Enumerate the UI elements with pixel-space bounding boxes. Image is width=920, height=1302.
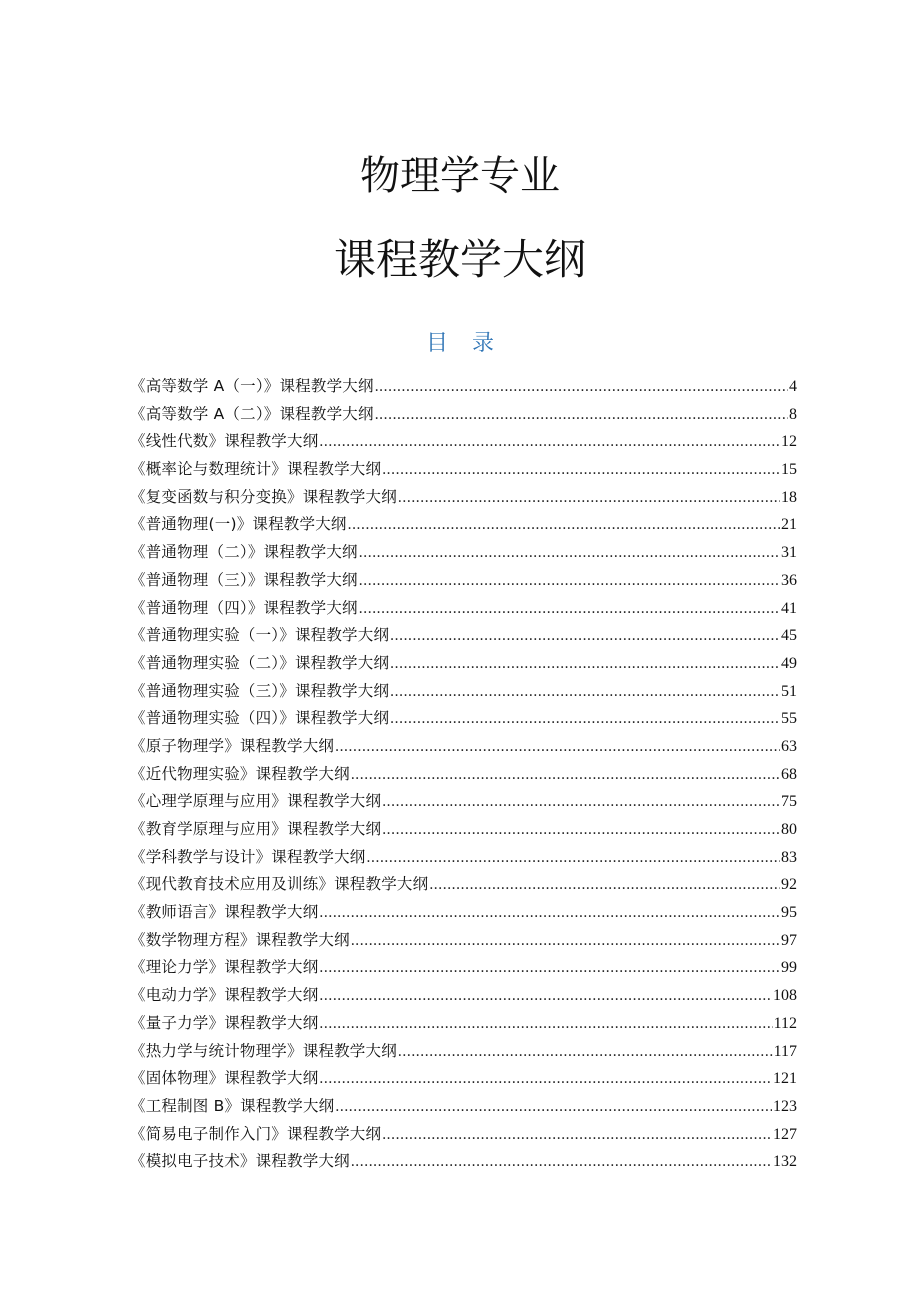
toc-dot-leader: [390, 678, 780, 706]
toc-entry[interactable]: [130, 595, 797, 623]
toc-entry-page: 83: [781, 848, 797, 866]
toc-entry-title: 《普通物理实验（二）》课程教学大纲: [130, 653, 390, 672]
toc-dot-leader: [429, 871, 780, 899]
toc-entry[interactable]: [130, 567, 797, 595]
toc-entry-title: 《普通物理（四）》课程教学大纲: [130, 598, 358, 617]
toc-entry-page: 18: [781, 488, 797, 506]
toc-entry-page: 41: [781, 599, 797, 617]
toc-dot-leader: [382, 456, 780, 484]
toc-dot-leader: [348, 511, 780, 539]
toc-entry-title: 《电动力学》课程教学大纲: [130, 986, 319, 1005]
toc-entry-title: 《普通物理实验（四）》课程教学大纲: [130, 709, 390, 728]
toc-dot-leader: [382, 788, 780, 816]
toc-entry-title: 《热力学与统计物理学》课程教学大纲: [130, 1041, 397, 1060]
toc-dot-leader: [335, 1093, 772, 1121]
toc-entry-page: 112: [773, 1014, 797, 1032]
toc-entry-page: 97: [781, 931, 797, 949]
toc-dot-leader: [390, 705, 780, 733]
toc-dot-leader: [390, 650, 780, 678]
toc-entry[interactable]: [130, 650, 797, 678]
toc-entry[interactable]: [130, 484, 797, 512]
toc-entry-page: 99: [781, 959, 797, 977]
toc-dot-leader: [319, 899, 780, 927]
toc-entry[interactable]: [130, 456, 797, 484]
toc-entry-page: 68: [781, 765, 797, 783]
toc-dot-leader: [319, 428, 780, 456]
toc-entry[interactable]: [130, 816, 797, 844]
toc-entry-page: 95: [781, 904, 797, 922]
toc-entry-page: 108: [773, 987, 797, 1005]
toc-entry[interactable]: [130, 622, 797, 650]
toc-entry-page: 49: [781, 654, 797, 672]
toc-entry-page: 117: [773, 1042, 797, 1060]
toc-entry-title: 《复变函数与积分变换》课程教学大纲: [130, 487, 397, 506]
toc-entry[interactable]: [130, 678, 797, 706]
toc-entry-page: 21: [781, 516, 797, 534]
toc-entry[interactable]: [130, 1010, 797, 1038]
toc-entry-title: 《数学物理方程》课程教学大纲: [130, 930, 350, 949]
toc-dot-leader: [351, 761, 780, 789]
toc-entry-title: 《普通物理实验（三）》课程教学大纲: [130, 681, 390, 700]
toc-entry-title: 《普通物理（三）》课程教学大纲: [130, 570, 358, 589]
toc-entry-title: 《简易电子制作入门》课程教学大纲: [130, 1124, 382, 1143]
toc-entry-title: 《高等数学 A（二）》课程教学大纲: [130, 404, 374, 423]
toc-entry-title: 《概率论与数理统计》课程教学大纲: [130, 460, 382, 479]
toc-dot-leader: [382, 816, 780, 844]
toc-entry-title: 《普通物理(一)》课程教学大纲: [130, 515, 347, 534]
toc-dot-leader: [319, 982, 772, 1010]
toc-entry[interactable]: [130, 927, 797, 955]
toc-entry-page: 15: [781, 461, 797, 479]
toc-entry[interactable]: [130, 428, 797, 456]
toc-entry-page: 31: [781, 544, 797, 562]
toc-entry-title: 《量子力学》课程教学大纲: [130, 1013, 319, 1032]
toc-dot-leader: [319, 1010, 772, 1038]
toc-dot-leader: [390, 622, 780, 650]
toc-entry-title: 《教师语言》课程教学大纲: [130, 903, 319, 922]
toc-dot-leader: [359, 595, 780, 623]
toc-entry[interactable]: [130, 954, 797, 982]
toc-entry-page: 4: [789, 378, 797, 395]
toc-entry-page: 127: [773, 1125, 797, 1143]
toc-entry-page: 36: [781, 571, 797, 589]
toc-dot-leader: [367, 844, 780, 872]
toc-entry-title: 《学科教学与设计》课程教学大纲: [130, 847, 366, 866]
toc-entry-title: 《模拟电子技术》课程教学大纲: [130, 1152, 350, 1171]
toc-entry-title: 《教育学原理与应用》课程教学大纲: [130, 820, 382, 838]
toc-entry[interactable]: [130, 733, 797, 761]
toc-entry[interactable]: [130, 401, 797, 429]
toc-entry[interactable]: [130, 1121, 797, 1149]
toc-entry-page: 121: [773, 1070, 797, 1088]
toc-entry-page: 132: [773, 1153, 797, 1171]
toc-entry-page: 80: [781, 821, 797, 838]
toc-dot-leader: [319, 1065, 772, 1093]
toc-dot-leader: [319, 954, 780, 982]
toc-entry[interactable]: [130, 1093, 797, 1121]
document-title-line-1: 物理学专业: [360, 153, 560, 199]
toc-entry[interactable]: [130, 1038, 797, 1066]
toc-entry-title: 《线性代数》课程教学大纲: [130, 432, 319, 451]
toc-entry-page: 55: [781, 710, 797, 728]
toc-entry-page: 63: [781, 737, 797, 755]
toc-entry-title: 《固体物理》课程教学大纲: [130, 1069, 319, 1088]
toc-entry[interactable]: [130, 982, 797, 1010]
table-of-contents: [130, 373, 797, 1176]
toc-entry-page: 51: [781, 682, 797, 700]
toc-entry-title: 《理论力学》课程教学大纲: [130, 958, 319, 977]
toc-dot-leader: [398, 484, 780, 512]
toc-entry-title: 《普通物理实验（一）》课程教学大纲: [130, 626, 390, 645]
toc-entry[interactable]: [130, 871, 797, 899]
toc-heading: 目录: [425, 331, 518, 356]
toc-entry-title: 《心理学原理与应用》课程教学大纲: [130, 792, 382, 811]
toc-entry-page: 8: [789, 405, 797, 423]
toc-entry-title: 《普通物理（二）》课程教学大纲: [130, 543, 358, 562]
toc-entry[interactable]: [130, 788, 797, 816]
toc-entry-page: 123: [773, 1097, 797, 1115]
toc-entry-title: 《近代物理实验》课程教学大纲: [130, 764, 350, 783]
toc-entry[interactable]: [130, 373, 797, 401]
toc-entry[interactable]: [130, 539, 797, 567]
toc-dot-leader: [351, 927, 780, 955]
toc-entry[interactable]: [130, 1065, 797, 1093]
toc-entry[interactable]: [130, 761, 797, 789]
toc-entry[interactable]: [130, 844, 797, 872]
toc-dot-leader: [382, 1121, 772, 1149]
toc-entry-page: 92: [781, 876, 797, 894]
toc-entry[interactable]: [130, 705, 797, 733]
toc-entry-page: 12: [781, 433, 797, 451]
toc-dot-leader: [351, 1148, 772, 1176]
toc-entry-title: 《原子物理学》课程教学大纲: [130, 736, 335, 755]
toc-dot-leader: [359, 539, 780, 567]
document-title-line-2: 课程教学大纲: [333, 235, 586, 284]
toc-entry[interactable]: [130, 1148, 797, 1176]
toc-dot-leader: [359, 567, 780, 595]
toc-entry-title: 《现代教育技术应用及训练》课程教学大纲: [130, 875, 429, 894]
toc-dot-leader: [375, 401, 788, 429]
toc-entry-page: 75: [781, 793, 797, 811]
toc-dot-leader: [335, 733, 780, 761]
toc-dot-leader: [375, 373, 788, 401]
toc-entry-title: 《工程制图 B》课程教学大纲: [130, 1096, 335, 1115]
toc-entry[interactable]: [130, 511, 797, 539]
toc-entry-page: 45: [781, 627, 797, 645]
toc-dot-leader: [398, 1038, 773, 1066]
toc-entry[interactable]: [130, 899, 797, 927]
toc-entry-title: 《高等数学 A（一）》课程教学大纲: [130, 377, 374, 395]
